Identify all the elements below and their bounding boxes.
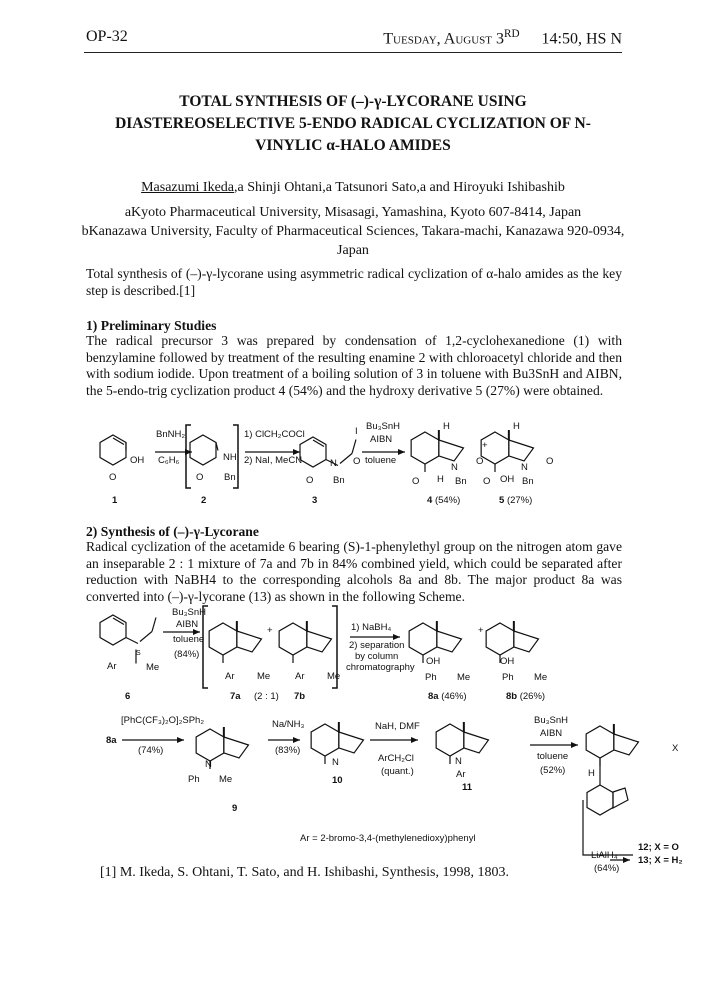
atom-label: Ar <box>225 671 235 682</box>
arrowhead <box>177 737 184 743</box>
reagent: AIBN <box>540 728 563 739</box>
atom-label: Ph <box>502 672 514 683</box>
reagent: NaH, DMF <box>375 721 420 732</box>
arrowhead <box>411 737 418 743</box>
yield: (83%) <box>275 745 301 756</box>
reagent: Bu₃SnH <box>534 715 568 726</box>
compound-8b-label <box>506 691 545 702</box>
pyrrolidinone-ring <box>237 631 262 652</box>
arrowhead <box>398 449 405 455</box>
compound-number: 11 <box>462 782 473 793</box>
yield: (quant.) <box>381 766 414 777</box>
reagent: Na/NH₃ <box>272 719 305 730</box>
atom-label: O <box>476 456 484 467</box>
atom-label: NH <box>223 452 237 463</box>
atom-label: O <box>412 476 420 487</box>
pyrrolidinone-ring <box>307 631 332 652</box>
cyclohexane-ring <box>196 729 224 761</box>
atom-label: OH <box>130 455 145 466</box>
co-authors: ,a Shinji Ohtani,a Tatsunori Sato,a and Hiroyuki Ishibashib <box>234 180 565 195</box>
bond <box>126 638 138 644</box>
affiliation: bKanazawa University, Faculty of Pharmaceutical Sciences, Takara-machi, Kanazawa 920-0934, <box>81 224 625 239</box>
bond <box>152 618 156 632</box>
compound-number: 4 <box>427 495 433 506</box>
atom-label: OH <box>426 656 441 667</box>
reagent: 1) ClCH₂COCl <box>244 429 305 440</box>
cyclohexane-ring <box>411 432 439 464</box>
reagent: 2) NaI, MeCN <box>244 455 303 466</box>
section-text: Radical cyclization of the acetamide 6 bearing (S)-1-phenylethyl group on the nitrogen atom gave an inseparable 2 : 1 mixture of 7a and 7b in 84% combined yield, which could be separated after reduction with NaBH4 to the corresponding alcohols 8a and 8b. The major product 8a was converted into (–)-γ-lycorane (13) as shown in the following Scheme. <box>86 539 622 604</box>
bond <box>113 438 124 445</box>
cyclohexane-ring <box>100 435 126 465</box>
yield: (54%) <box>434 495 461 506</box>
bond <box>140 632 152 642</box>
arrowhead <box>623 857 630 863</box>
reagent: by column <box>355 651 399 662</box>
atom-label: O <box>196 472 204 483</box>
reagent: 2) separation <box>349 640 405 651</box>
session-day: Tuesday, August 3 <box>383 30 504 48</box>
atom-label: O <box>306 475 314 486</box>
yield: (64%) <box>594 863 620 874</box>
affiliation: aKyoto Pharmaceutical University, Misasagi, Yamashina, Kyoto 607-8414, Japan <box>124 205 582 220</box>
atom-label: H <box>443 421 450 432</box>
atom-label: O <box>546 456 554 467</box>
cyclohexane-ring <box>586 726 614 758</box>
compound-number: 8b <box>506 691 518 702</box>
reagent: toluene <box>173 634 205 645</box>
compound-number: 7a <box>230 691 241 702</box>
title-line: TOTAL SYNTHESIS OF (–)-γ-LYCORANE USING <box>179 93 527 110</box>
compound-number: 7b <box>294 691 306 702</box>
session-day-suffix: RD <box>504 28 520 40</box>
bond <box>313 440 324 447</box>
atom-label: Bn <box>333 475 345 486</box>
cyclohexane-ring <box>311 724 339 756</box>
compound-number: 10 <box>332 775 343 786</box>
reagent: ArCH₂Cl <box>378 753 414 764</box>
atom-label: H <box>513 421 520 432</box>
bond <box>583 800 633 855</box>
cyclohexane-ring <box>436 724 464 756</box>
atom-label: N <box>205 759 212 770</box>
cyclohexane-ring <box>409 623 437 655</box>
atom-label: N <box>332 757 339 768</box>
yield: (27%) <box>506 495 533 506</box>
compound-number: 13; X = H₂ <box>638 855 683 866</box>
atom-label: OH <box>500 656 515 667</box>
section-heading: 2) Synthesis of (–)-γ-Lycorane <box>86 524 259 539</box>
atom-label: Ph <box>188 774 200 785</box>
atom-label: O <box>353 456 361 467</box>
pyrrolidinone-ring <box>224 737 249 758</box>
cyclohexane-ring <box>486 623 514 655</box>
reagent: 1) NaBH₄ <box>351 622 392 633</box>
atom-label: Bn <box>224 472 236 483</box>
cyclohexane-ring <box>190 435 216 465</box>
section-text: The radical precursor 3 was prepared by condensation of 1,2-cyclohexanedione (1) with benzylamine followed by treatment of the resulting enamine 2 with chloroacetyl chloride and then with sodium iodide. Upon treatment of a boiling solution of 3 in toluene with Bu3SnH and AIBN, the 5-endo-trig cyclization product 4 (54%) and the hydroxy derivative 5 (27%) were obtained. <box>86 333 622 398</box>
atom-label: N <box>451 462 458 473</box>
yield: (46%) <box>441 691 467 702</box>
atom-label: Me <box>219 774 233 785</box>
session-code: OP-32 <box>86 28 128 45</box>
atom-label: N <box>521 462 528 473</box>
pyrrolidinone-ring <box>464 732 489 753</box>
atom-label: Me <box>457 672 471 683</box>
arrowhead <box>293 737 300 743</box>
cyclohexane-ring <box>300 437 326 467</box>
isomer-ratio: (2 : 1) <box>254 691 279 702</box>
atom-label: O <box>483 476 491 487</box>
session-time-room: 14:50, HS N <box>541 30 622 48</box>
pyrrolidinone-ring <box>339 732 364 753</box>
methylenedioxy-ring <box>613 788 628 808</box>
pyrrolidinone-ring <box>509 440 534 461</box>
yield: (74%) <box>138 745 164 756</box>
atom-label: Me <box>327 671 341 682</box>
compound-number: 5 <box>499 495 505 506</box>
atom-label: H <box>437 474 444 485</box>
compound-5-label <box>499 495 532 506</box>
reagent: toluene <box>537 751 569 762</box>
cyclohexane-ring <box>279 623 307 655</box>
bond <box>113 618 124 625</box>
title-line: VINYLIC α-HALO AMIDES <box>255 137 451 154</box>
reagent: toluene <box>365 455 397 466</box>
title-line: DIASTEREOSELECTIVE 5-ENDO RADICAL CYCLIZATION OF N- <box>115 115 591 132</box>
atom-label: Ar <box>295 671 305 682</box>
atom-label: Ar <box>456 769 466 780</box>
reagent: chromatography <box>346 662 415 673</box>
atom-label: Bn <box>522 476 534 487</box>
yield: (52%) <box>540 765 566 776</box>
pyrrolidinone-ring <box>437 631 462 652</box>
atom-label: Me <box>534 672 548 683</box>
yield: (84%) <box>174 649 200 660</box>
compound-number: 9 <box>232 803 238 814</box>
atom-label: X <box>672 743 679 754</box>
reagent: LiAlH₄ <box>591 850 618 861</box>
compound-number: 6 <box>125 691 131 702</box>
atom-label: Me <box>146 662 160 673</box>
atom-label: Bn <box>455 476 467 487</box>
reagent: C₆H₆ <box>158 455 180 466</box>
affiliation: Japan <box>337 243 369 258</box>
compound-number: 8a <box>428 691 439 702</box>
compound-4-label <box>427 495 460 506</box>
cyclohexane-ring <box>587 785 613 815</box>
atom-label: N <box>455 756 462 767</box>
atom-label: OH <box>500 474 515 485</box>
reagent: [PhC(CF₃)₂O]₂SPh₂ <box>121 715 205 726</box>
pyrrolidinone-ring <box>614 734 639 755</box>
arrowhead <box>571 742 578 748</box>
bracket <box>203 606 208 688</box>
bond <box>352 440 356 454</box>
plus-sign: + <box>267 625 273 636</box>
reagent: AIBN <box>176 619 199 630</box>
reagent: AIBN <box>370 434 393 445</box>
section-heading: 1) Preliminary Studies <box>86 318 217 333</box>
reagent: BnNH₂ <box>156 429 186 440</box>
atom-label: O <box>109 472 117 483</box>
yield: (26%) <box>519 691 546 702</box>
pyrrolidinone-ring <box>439 440 464 461</box>
cyclohexane-ring <box>100 615 126 645</box>
atom-label: I <box>355 426 358 437</box>
cyclohexane-ring <box>209 623 237 655</box>
reference: [1] M. Ikeda, S. Ohtani, T. Sato, and H. Ishibashi, Synthesis, 1998, 1803. <box>100 865 509 880</box>
atom-label: Me <box>257 671 271 682</box>
atom-label: H <box>588 768 595 779</box>
compound-8a-label <box>428 691 467 702</box>
plus-sign: + <box>478 625 484 636</box>
compound-number: 3 <box>312 495 318 506</box>
atom-label: Ar <box>107 661 117 672</box>
atom-label: N <box>330 458 337 469</box>
stereo-descriptor: S <box>136 650 141 657</box>
bond <box>340 454 352 464</box>
compound-number: 8a <box>106 735 117 746</box>
reagent: Bu₃SnH <box>172 607 206 618</box>
atom-label: Ph <box>425 672 437 683</box>
aryl-definition: Ar = 2-bromo-3,4-(methylenedioxy)phenyl <box>300 833 476 844</box>
compound-number: 1 <box>112 495 118 506</box>
compound-number: 2 <box>201 495 207 506</box>
abstract: Total synthesis of (–)-γ-lycorane using asymmetric radical cyclization of α-halo amides as the key step is described.[1] <box>86 266 622 298</box>
presenting-author: Masazumi Ikeda <box>141 180 235 195</box>
pyrrolidinone-ring <box>514 631 539 652</box>
plus-sign: + <box>482 440 488 451</box>
compound-number: 12; X = O <box>638 842 679 853</box>
reagent: Bu₃SnH <box>366 421 400 432</box>
